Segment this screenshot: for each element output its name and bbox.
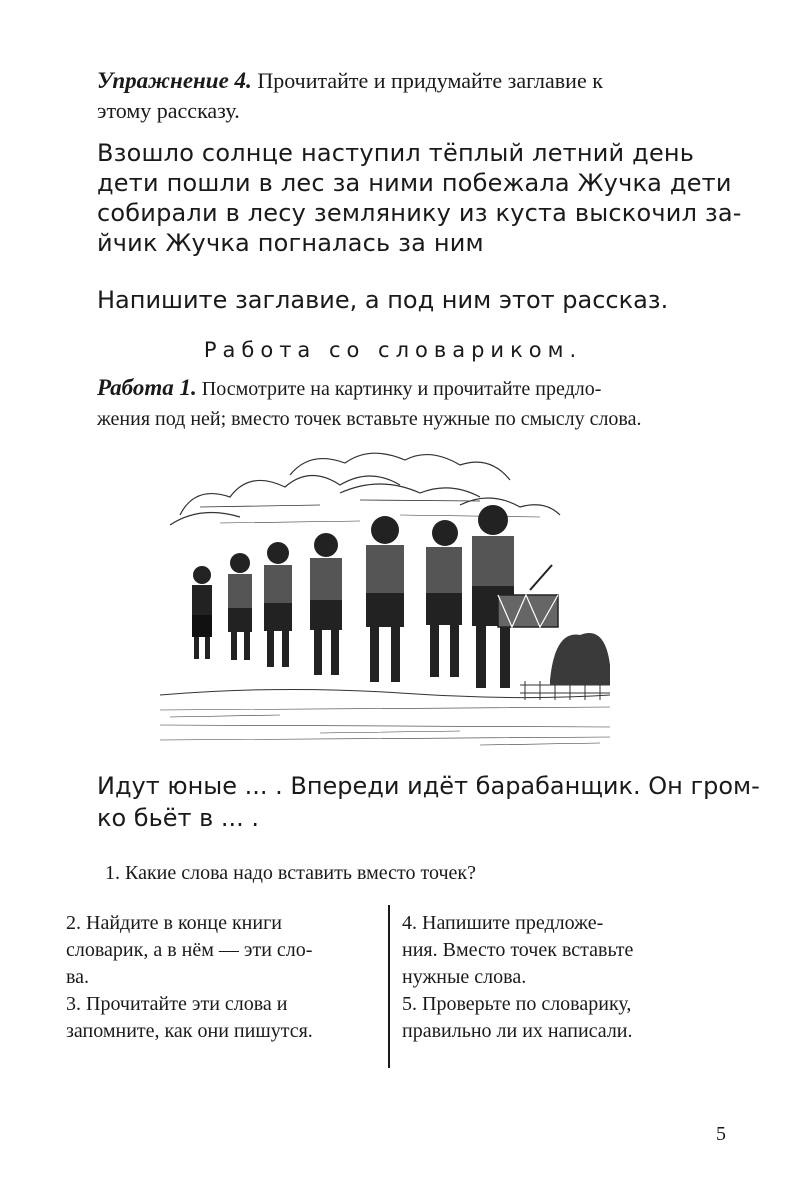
- right-column-line: 5. Проверьте по словарику,: [402, 993, 632, 1015]
- ground: [160, 689, 610, 745]
- work-heading: [97, 373, 697, 434]
- question-1: 1. Какие слова надо вставить вместо точек?: [105, 862, 476, 884]
- left-column-line: ва.: [66, 966, 90, 988]
- right-column-line: нужные слова.: [402, 966, 527, 988]
- exercise-label: Упражнение 4.: [97, 68, 252, 93]
- write-task: Напишите заглавие, а под ним этот рассказ.: [97, 286, 669, 314]
- left-column: [66, 910, 378, 1045]
- story-line: Взошло солнце наступил тёплый летний день: [97, 139, 695, 167]
- story-line: собирали в лесу землянику из куста выскочил за-: [97, 199, 742, 227]
- trees: [550, 633, 610, 685]
- left-column-line: словарик, а в нём — эти сло-: [66, 939, 313, 961]
- sentence-line: Идут юные ... . Впереди идёт барабанщик. Он гром-: [97, 772, 760, 800]
- exercise-instruction-1: Прочитайте и придумайте заглавие к: [251, 68, 603, 93]
- work-instruction-1: Посмотрите на картинку и прочитайте предло-: [196, 378, 602, 400]
- page-number: 5: [716, 1123, 726, 1145]
- fill-in-sentence: [97, 770, 760, 834]
- right-column-line: 4. Напишите предложе-: [402, 912, 604, 934]
- right-column-line: ния. Вместо точек вставьте: [402, 939, 634, 961]
- exercise-instruction-2: этому рассказу.: [97, 98, 240, 123]
- left-column-line: запомните, как они пишутся.: [66, 1020, 313, 1042]
- pioneers-march-illustration: [160, 445, 610, 760]
- story-line: дети пошли в лес за ними побежала Жучка дети: [97, 169, 732, 197]
- right-column-line: правильно ли их написали.: [402, 1020, 633, 1042]
- left-column-line: 3. Прочитайте эти слова и: [66, 993, 288, 1015]
- column-divider: [388, 905, 390, 1068]
- work-label: Работа 1.: [97, 375, 197, 400]
- sentence-line: ко бьёт в ... .: [97, 804, 260, 832]
- story-text: [97, 138, 742, 258]
- left-column-line: 2. Найдите в конце книги: [66, 912, 282, 934]
- marching-pioneers: [192, 505, 514, 688]
- section-title: Работа со словариком.: [203, 338, 583, 362]
- right-column: [402, 910, 702, 1045]
- story-line: йчик Жучка погналась за ним: [97, 229, 484, 257]
- exercise-heading: [97, 66, 697, 126]
- work-instruction-2: жения под ней; вместо точек вставьте нужные по смыслу слова.: [97, 408, 642, 430]
